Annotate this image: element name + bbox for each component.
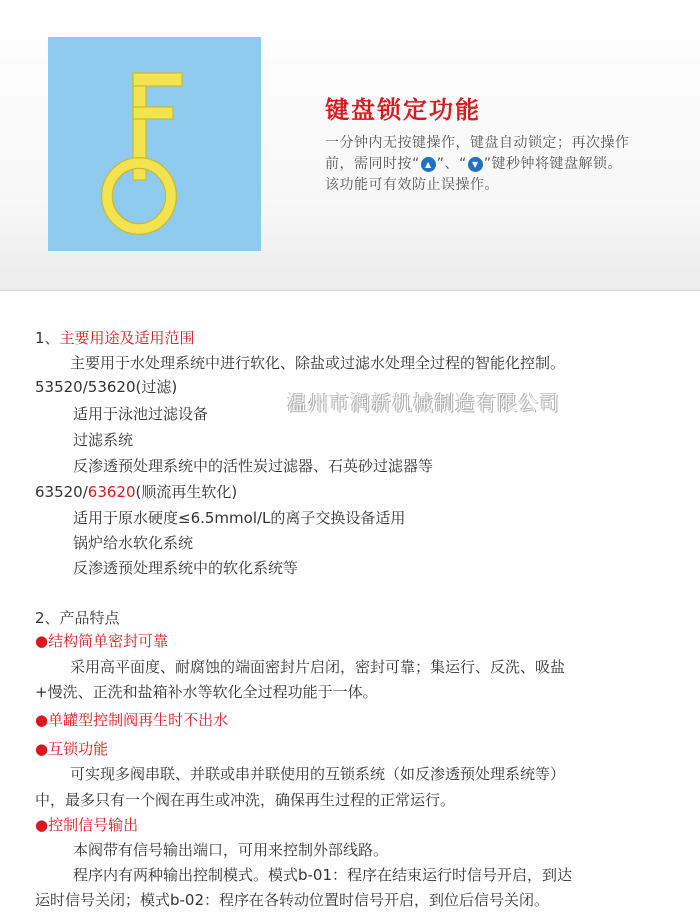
feature-title: 键盘锁定功能 [325, 96, 481, 124]
key-tile [48, 37, 261, 251]
feature-heading: 单罐型控制阀再生时不出水 [48, 711, 229, 729]
down-arrow-icon: ▼ [468, 157, 483, 172]
feature-line: 本阀带有信号输出端口，可用来控制外部线路。 [73, 841, 389, 859]
desc-line-2-c: ”键秒钟将键盘解锁。 [483, 156, 623, 172]
section1-intro: 主要用于水处理系统中进行软化、除盐或过滤水处理全过程的智能化控制。 [70, 354, 566, 372]
desc-line-2 [325, 154, 685, 175]
feature-line: 程序内有两种输出控制模式。模式b-01：程序在结束运行时信号开启，到达 [73, 866, 573, 884]
desc-line-2-b: ”、“ [436, 156, 467, 172]
feature-line: 中，最多只有一个阀在再生或冲洗，确保再生过程的正常运行。 [35, 791, 456, 809]
bullet-icon: ● [35, 711, 49, 729]
model-b-item: 锅炉给水软化系统 [73, 534, 194, 552]
bullet-icon: ● [35, 816, 49, 834]
model-b-suffix: (顺流再生软化) [135, 483, 238, 501]
section-divider [0, 290, 700, 291]
model-a-item: 适用于泳池过滤设备 [73, 405, 209, 423]
feature-heading: 控制信号输出 [48, 816, 139, 834]
feature-heading: 互锁功能 [48, 740, 109, 758]
feature-title-item [35, 738, 108, 759]
feature-title-item [35, 630, 168, 651]
key-icon [48, 37, 261, 251]
feature-line: 可实现多阀串联、并联或串并联使用的互锁系统（如反渗透预处理系统等） [70, 765, 566, 783]
desc-line-3: 该功能可有效防止误操作。 [325, 177, 499, 193]
feature-line: 运时信号关闭；模式b-02：程序在各转动位置时信号开启，到位后信号关闭。 [35, 891, 550, 909]
section1-number: 1、 [35, 329, 60, 347]
model-a-label: 53520/53620(过滤) [35, 378, 178, 396]
section1-heading-text: 主要用途及适用范围 [59, 329, 195, 347]
up-arrow-icon: ▲ [421, 157, 436, 172]
model-b-item: 反渗透预处理系统中的软化系统等 [73, 559, 299, 577]
model-a-item: 过滤系统 [73, 431, 134, 449]
bullet-icon: ● [35, 740, 49, 758]
feature-description [325, 133, 685, 196]
company-watermark: 温州市润新机械制造有限公司 [287, 391, 560, 415]
section2-heading: 2、产品特点 [35, 609, 120, 627]
model-b-item: 适用于原水硬度≤6.5mmol/L的离子交换设备适用 [73, 509, 406, 527]
model-b-prefix: 63520/ [35, 483, 88, 501]
section1-heading [35, 327, 195, 348]
feature-line: +慢洗、正洗和盐箱补水等软化全过程功能于一体。 [35, 683, 378, 701]
desc-line-2-a: 前，需同时按“ [325, 156, 420, 172]
feature-title-item [35, 709, 228, 730]
model-b-highlight: 63620 [87, 483, 136, 501]
bullet-icon: ● [35, 632, 49, 650]
feature-title-item [35, 814, 138, 835]
feature-heading: 结构简单密封可靠 [48, 632, 169, 650]
model-b-label [35, 481, 237, 502]
desc-line-1: 一分钟内无按键操作，键盘自动锁定；再次操作 [325, 135, 630, 151]
feature-line: 采用高平面度、耐腐蚀的端面密封片启闭，密封可靠；集运行、反洗、吸盐 [70, 658, 566, 676]
feature-banner [0, 0, 700, 290]
model-a-item: 反渗透预处理系统中的活性炭过滤器、石英砂过滤器等 [73, 457, 434, 475]
